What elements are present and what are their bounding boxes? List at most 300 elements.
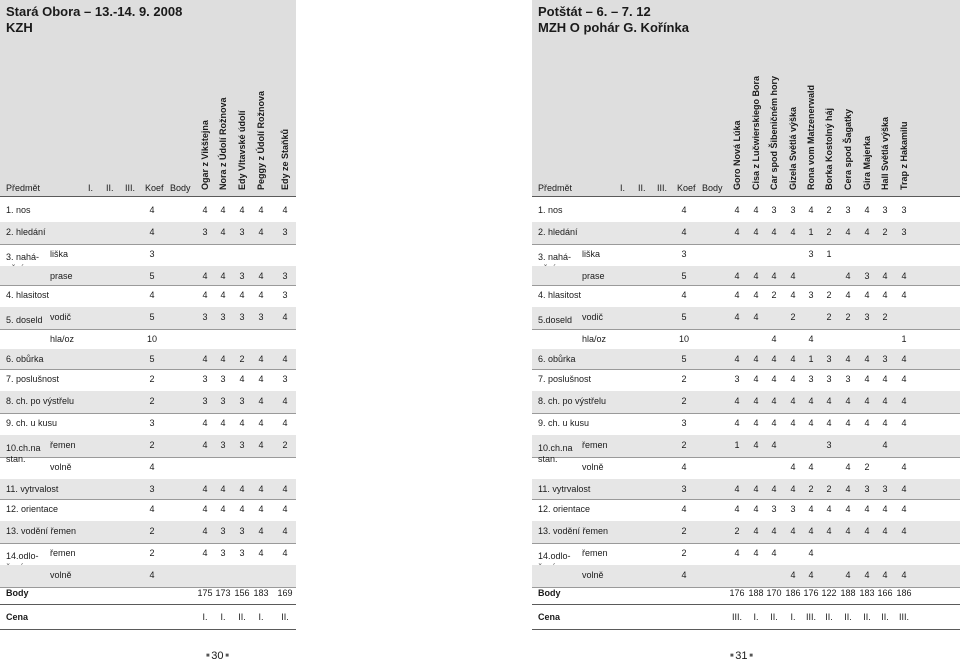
dog-name: Nora z Údolí Rožnova — [218, 97, 228, 190]
row-group-label: 5. doseld — [6, 315, 43, 325]
row-koef: 5 — [681, 271, 687, 281]
score-cell: 4 — [808, 548, 814, 558]
score-cell: 2 — [826, 205, 832, 215]
row-koef: 10 — [678, 334, 689, 344]
score-cell: 3 — [845, 374, 851, 384]
score-cell: 4 — [282, 548, 288, 558]
cena-value: II. — [770, 612, 778, 622]
score-cell: 3 — [202, 396, 208, 406]
score-cell: 4 — [771, 271, 777, 281]
score-cell: 4 — [790, 462, 796, 472]
score-cell: 4 — [239, 205, 245, 215]
score-cell: 4 — [753, 374, 759, 384]
score-cell: 4 — [734, 548, 740, 558]
dog-name-column — [234, 30, 252, 190]
score-cell: 4 — [258, 205, 264, 215]
score-cell: 4 — [202, 548, 208, 558]
score-cell: 4 — [753, 548, 759, 558]
header-predmet: Předmět — [6, 183, 41, 193]
score-cell: 4 — [901, 504, 907, 514]
row-koef: 2 — [149, 374, 155, 384]
row-label: 4. hlasitost — [6, 290, 50, 300]
row-rule — [532, 499, 960, 500]
score-cell: 4 — [882, 271, 888, 281]
row-label: řemen — [582, 440, 608, 450]
row-label: řemen — [50, 548, 76, 558]
left-page — [0, 0, 296, 666]
page-number — [730, 650, 753, 662]
score-cell: 1 — [808, 354, 814, 364]
score-cell: 4 — [771, 548, 777, 558]
score-cell: 4 — [901, 396, 907, 406]
row-shade — [532, 479, 960, 499]
score-cell: 3 — [220, 396, 226, 406]
row-group-label: 14.odlo- — [538, 551, 571, 561]
row-label: 6. obůrka — [538, 354, 576, 364]
score-cell: 4 — [202, 290, 208, 300]
row-koef: 2 — [681, 396, 687, 406]
score-cell: 3 — [202, 374, 208, 384]
row-label: 13. vodění řemen — [538, 526, 609, 536]
dog-name: Cisa z Lučwierskiego Bora — [751, 75, 761, 190]
score-cell: 4 — [864, 570, 870, 580]
score-cell: 4 — [753, 354, 759, 364]
score-cell: 4 — [282, 312, 288, 322]
dog-name: Edy ze Staňků — [280, 128, 290, 190]
score-cell: 4 — [845, 462, 851, 472]
page-number-value: 31 — [735, 650, 748, 662]
score-cell: 4 — [258, 271, 264, 281]
score-cell: 2 — [790, 312, 796, 322]
dog-name-column — [840, 30, 858, 190]
score-cell: 4 — [882, 374, 888, 384]
row-label: hla/oz — [50, 334, 75, 344]
row-rule — [532, 244, 960, 245]
dog-name-column — [766, 30, 784, 190]
body-total: 173 — [215, 588, 231, 598]
row-label: 12. orientace — [538, 504, 591, 514]
row-rule — [0, 457, 296, 458]
body-rule — [0, 604, 296, 605]
row-rule — [0, 499, 296, 500]
score-cell: 4 — [202, 205, 208, 215]
score-cell: 1 — [734, 440, 740, 450]
header-c1: I. — [88, 183, 94, 193]
row-label: liška — [50, 249, 69, 259]
score-cell: 3 — [864, 312, 870, 322]
score-cell: 4 — [282, 205, 288, 215]
row-label: 12. orientace — [6, 504, 59, 514]
score-cell: 4 — [282, 484, 288, 494]
score-cell: 4 — [771, 440, 777, 450]
score-cell: 4 — [771, 334, 777, 344]
score-cell: 4 — [258, 374, 264, 384]
row-label: vodič — [50, 312, 72, 322]
cena-value: III. — [805, 612, 816, 622]
row-label: řemen — [582, 548, 608, 558]
score-cell: 4 — [864, 396, 870, 406]
dog-name-column — [197, 30, 215, 190]
score-cell: 3 — [239, 312, 245, 322]
header-body: Body — [170, 183, 191, 193]
dog-name: Hall Světlá výška — [880, 116, 890, 190]
score-cell: 4 — [845, 227, 851, 237]
row-group-label: 3. nahá- — [538, 252, 572, 262]
score-cell: 4 — [901, 354, 907, 364]
score-cell: 4 — [901, 290, 907, 300]
dog-name-column — [803, 30, 821, 190]
score-cell: 4 — [734, 227, 740, 237]
score-cell: 3 — [790, 504, 796, 514]
row-label: hla/oz — [582, 334, 607, 344]
row-koef: 4 — [681, 462, 687, 472]
cena-value: II. — [281, 612, 289, 622]
score-cell: 4 — [258, 504, 264, 514]
score-cell: 4 — [901, 271, 907, 281]
header-c2: II. — [106, 183, 114, 193]
score-cell: 2 — [826, 227, 832, 237]
body-total: 188 — [748, 588, 764, 598]
row-group-label: 5.doseld — [538, 315, 573, 325]
row-rule — [0, 244, 296, 245]
page-title: Potštát – 6. – 7. 12 MZH O pohár G. Kořínka — [538, 4, 689, 35]
score-cell: 3 — [826, 374, 832, 384]
header-predmet: Předmět — [538, 183, 573, 193]
score-cell: 4 — [753, 484, 759, 494]
score-cell: 4 — [220, 205, 226, 215]
score-cell: 3 — [826, 440, 832, 450]
dog-name: Cera spod Šagatky — [843, 108, 853, 190]
row-label: volně — [50, 462, 72, 472]
row-rule — [532, 543, 960, 544]
row-koef: 2 — [681, 548, 687, 558]
dog-name: Gira Majerka — [862, 135, 872, 190]
row-koef: 2 — [681, 440, 687, 450]
score-cell: 3 — [845, 205, 851, 215]
body-total: 186 — [896, 588, 912, 598]
score-cell: 4 — [845, 354, 851, 364]
row-koef: 5 — [681, 354, 687, 364]
body-total: 170 — [766, 588, 782, 598]
score-cell: 4 — [734, 312, 740, 322]
score-cell: 3 — [882, 484, 888, 494]
score-cell: 4 — [845, 484, 851, 494]
score-cell: 4 — [790, 290, 796, 300]
score-cell: 4 — [864, 418, 870, 428]
score-cell: 4 — [734, 290, 740, 300]
score-cell: 4 — [901, 462, 907, 472]
dog-name: Edy Vltavské údolí — [237, 110, 247, 190]
score-cell: 4 — [864, 504, 870, 514]
score-cell: 4 — [258, 290, 264, 300]
score-cell: 4 — [734, 354, 740, 364]
score-cell: 4 — [258, 548, 264, 558]
row-koef: 2 — [149, 526, 155, 536]
score-cell: 4 — [258, 440, 264, 450]
body-label: Body — [6, 588, 29, 598]
score-cell: 4 — [734, 271, 740, 281]
dog-name-column — [859, 30, 877, 190]
row-koef: 5 — [681, 312, 687, 322]
row-rule — [0, 329, 296, 330]
page-title: Stará Obora – 13.-14. 9. 2008 KZH — [6, 4, 183, 35]
score-cell: 4 — [753, 526, 759, 536]
score-cell: 3 — [239, 227, 245, 237]
page-number-value: 30 — [211, 650, 224, 662]
score-cell: 4 — [771, 227, 777, 237]
score-cell: 4 — [239, 374, 245, 384]
score-cell: 4 — [882, 290, 888, 300]
score-cell: 4 — [845, 526, 851, 536]
row-koef: 4 — [149, 227, 155, 237]
dog-name: Trap z Hakamilu — [899, 121, 909, 190]
score-cell: 4 — [239, 418, 245, 428]
score-cell: 4 — [282, 354, 288, 364]
score-cell: 4 — [753, 205, 759, 215]
score-cell: 3 — [239, 526, 245, 536]
row-label: 1. nos — [538, 205, 563, 215]
score-cell: 4 — [239, 504, 245, 514]
score-cell: 3 — [734, 374, 740, 384]
score-cell: 4 — [282, 418, 288, 428]
row-label: 2. hledání — [538, 227, 578, 237]
score-cell: 4 — [826, 396, 832, 406]
row-koef: 4 — [149, 462, 155, 472]
dog-name-column — [896, 30, 914, 190]
dog-name-column — [877, 30, 895, 190]
score-cell: 3 — [220, 548, 226, 558]
row-label: 7. poslušnost — [538, 374, 592, 384]
row-koef: 4 — [681, 570, 687, 580]
score-cell: 4 — [202, 504, 208, 514]
row-koef: 5 — [149, 354, 155, 364]
score-cell: 3 — [282, 227, 288, 237]
score-cell: 4 — [202, 418, 208, 428]
score-cell: 4 — [220, 504, 226, 514]
row-rule — [532, 369, 960, 370]
cena-value: II. — [825, 612, 833, 622]
score-cell: 4 — [864, 374, 870, 384]
header-c2: II. — [638, 183, 646, 193]
row-group-label: 14.odlo- — [6, 551, 39, 561]
dog-name-column — [748, 30, 766, 190]
row-koef: 4 — [681, 227, 687, 237]
score-cell: 4 — [882, 570, 888, 580]
score-cell: 4 — [826, 418, 832, 428]
cena-value: II. — [881, 612, 889, 622]
row-label: 13. vodění řemen — [6, 526, 77, 536]
body-total: 122 — [821, 588, 837, 598]
body-total: 169 — [277, 588, 293, 598]
row-koef: 3 — [149, 249, 155, 259]
cena-value: III. — [731, 612, 742, 622]
score-cell: 3 — [771, 205, 777, 215]
body-total: 156 — [234, 588, 250, 598]
score-cell: 3 — [239, 440, 245, 450]
row-label: prase — [50, 271, 73, 281]
body-total: 175 — [197, 588, 213, 598]
score-cell: 4 — [808, 205, 814, 215]
score-cell: 4 — [771, 484, 777, 494]
score-cell: 4 — [808, 526, 814, 536]
row-koef: 3 — [149, 418, 155, 428]
row-rule — [532, 457, 960, 458]
score-cell: 4 — [258, 418, 264, 428]
header-body: Body — [702, 183, 723, 193]
cena-label: Cena — [6, 612, 29, 622]
cena-value: III. — [898, 612, 909, 622]
row-label: volně — [582, 462, 604, 472]
cena-value: II. — [844, 612, 852, 622]
score-cell: 3 — [771, 504, 777, 514]
row-rule — [0, 285, 296, 286]
score-cell: 4 — [845, 396, 851, 406]
score-cell: 4 — [845, 504, 851, 514]
score-cell: 4 — [202, 440, 208, 450]
score-cell: 4 — [864, 354, 870, 364]
score-cell: 4 — [202, 526, 208, 536]
header-c1: I. — [620, 183, 626, 193]
score-cell: 4 — [808, 504, 814, 514]
score-cell: 4 — [753, 418, 759, 428]
score-cell: 4 — [220, 227, 226, 237]
row-group-label: 3. nahá- — [6, 252, 40, 262]
score-cell: 3 — [790, 205, 796, 215]
score-cell: 3 — [882, 354, 888, 364]
score-cell: 4 — [808, 396, 814, 406]
cena-rule — [0, 629, 296, 630]
row-shade — [532, 222, 960, 244]
row-rule — [532, 413, 960, 414]
row-label: liška — [582, 249, 601, 259]
score-cell: 4 — [864, 290, 870, 300]
score-cell: 4 — [258, 484, 264, 494]
row-label: volně — [50, 570, 72, 580]
score-cell: 4 — [258, 396, 264, 406]
score-cell: 3 — [220, 374, 226, 384]
score-cell: 3 — [220, 312, 226, 322]
dog-name-column — [215, 30, 233, 190]
row-label: 8. ch. po výstřelu — [6, 396, 75, 406]
row-koef: 2 — [149, 396, 155, 406]
score-cell: 4 — [826, 504, 832, 514]
score-cell: 4 — [771, 396, 777, 406]
cena-value: I. — [790, 612, 796, 622]
dog-name: Rona vom Matzenerwald — [806, 84, 816, 190]
score-cell: 4 — [882, 440, 888, 450]
score-cell: 4 — [882, 396, 888, 406]
dog-name: Borka Kostolný háj — [824, 107, 834, 190]
dog-name: Peggy z Údolí Rožnova — [256, 90, 266, 190]
row-koef: 3 — [149, 484, 155, 494]
score-cell: 4 — [901, 484, 907, 494]
score-cell: 4 — [282, 526, 288, 536]
cena-value: I. — [258, 612, 264, 622]
score-cell: 2 — [239, 354, 245, 364]
score-cell: 4 — [258, 526, 264, 536]
score-cell: 2 — [826, 290, 832, 300]
row-koef: 3 — [681, 484, 687, 494]
score-cell: 3 — [258, 312, 264, 322]
score-cell: 3 — [808, 374, 814, 384]
row-koef: 5 — [149, 271, 155, 281]
cena-value: I. — [220, 612, 226, 622]
score-cell: 4 — [808, 462, 814, 472]
score-cell: 2 — [845, 312, 851, 322]
row-koef: 4 — [149, 570, 155, 580]
body-rule — [532, 604, 960, 605]
score-cell: 4 — [845, 570, 851, 580]
score-cell: 1 — [826, 249, 832, 259]
row-koef: 3 — [681, 249, 687, 259]
row-label: 9. ch. u kusu — [6, 418, 58, 428]
score-cell: 4 — [882, 418, 888, 428]
row-label: 8. ch. po výstřelu — [538, 396, 607, 406]
row-rule — [532, 329, 960, 330]
dog-name: Goro Nová Lúka — [732, 120, 742, 190]
score-cell: 4 — [790, 374, 796, 384]
score-cell: 3 — [220, 526, 226, 536]
row-label: 6. obůrka — [6, 354, 44, 364]
row-rule — [0, 369, 296, 370]
row-label: 7. poslušnost — [6, 374, 60, 384]
body-total: 166 — [877, 588, 893, 598]
header-rule — [0, 196, 296, 197]
cena-value: I. — [202, 612, 208, 622]
score-cell: 4 — [220, 271, 226, 281]
score-cell: 4 — [771, 374, 777, 384]
score-cell: 3 — [239, 396, 245, 406]
score-cell: 3 — [808, 290, 814, 300]
body-total: 186 — [785, 588, 801, 598]
body-total: 188 — [840, 588, 856, 598]
score-cell: 3 — [901, 227, 907, 237]
row-label: vodič — [582, 312, 604, 322]
score-cell: 3 — [282, 290, 288, 300]
dog-name-column — [785, 30, 803, 190]
score-cell: 2 — [734, 526, 740, 536]
row-label: řemen — [50, 440, 76, 450]
header-c3: III. — [657, 183, 668, 193]
score-cell: 4 — [845, 290, 851, 300]
score-cell: 4 — [202, 354, 208, 364]
score-cell: 4 — [790, 227, 796, 237]
row-koef: 2 — [149, 440, 155, 450]
score-cell: 4 — [753, 312, 759, 322]
score-cell: 4 — [845, 271, 851, 281]
score-cell: 4 — [734, 504, 740, 514]
score-cell: 3 — [220, 440, 226, 450]
score-cell: 2 — [771, 290, 777, 300]
score-cell: 3 — [202, 312, 208, 322]
dog-name: Ogar z Vikštejna — [200, 120, 210, 190]
score-cell: 3 — [882, 205, 888, 215]
score-cell: 4 — [808, 570, 814, 580]
score-cell: 4 — [808, 334, 814, 344]
header-rule — [532, 196, 960, 197]
row-koef: 4 — [681, 504, 687, 514]
dog-name: Gizela Světlá výška — [788, 106, 798, 190]
score-cell: 4 — [753, 290, 759, 300]
score-cell: 4 — [220, 290, 226, 300]
score-cell: 2 — [882, 227, 888, 237]
row-koef: 4 — [149, 205, 155, 215]
dog-name-column — [253, 30, 271, 190]
score-cell: 4 — [790, 396, 796, 406]
score-cell: 4 — [202, 271, 208, 281]
score-cell: 4 — [753, 227, 759, 237]
score-cell: 4 — [808, 418, 814, 428]
